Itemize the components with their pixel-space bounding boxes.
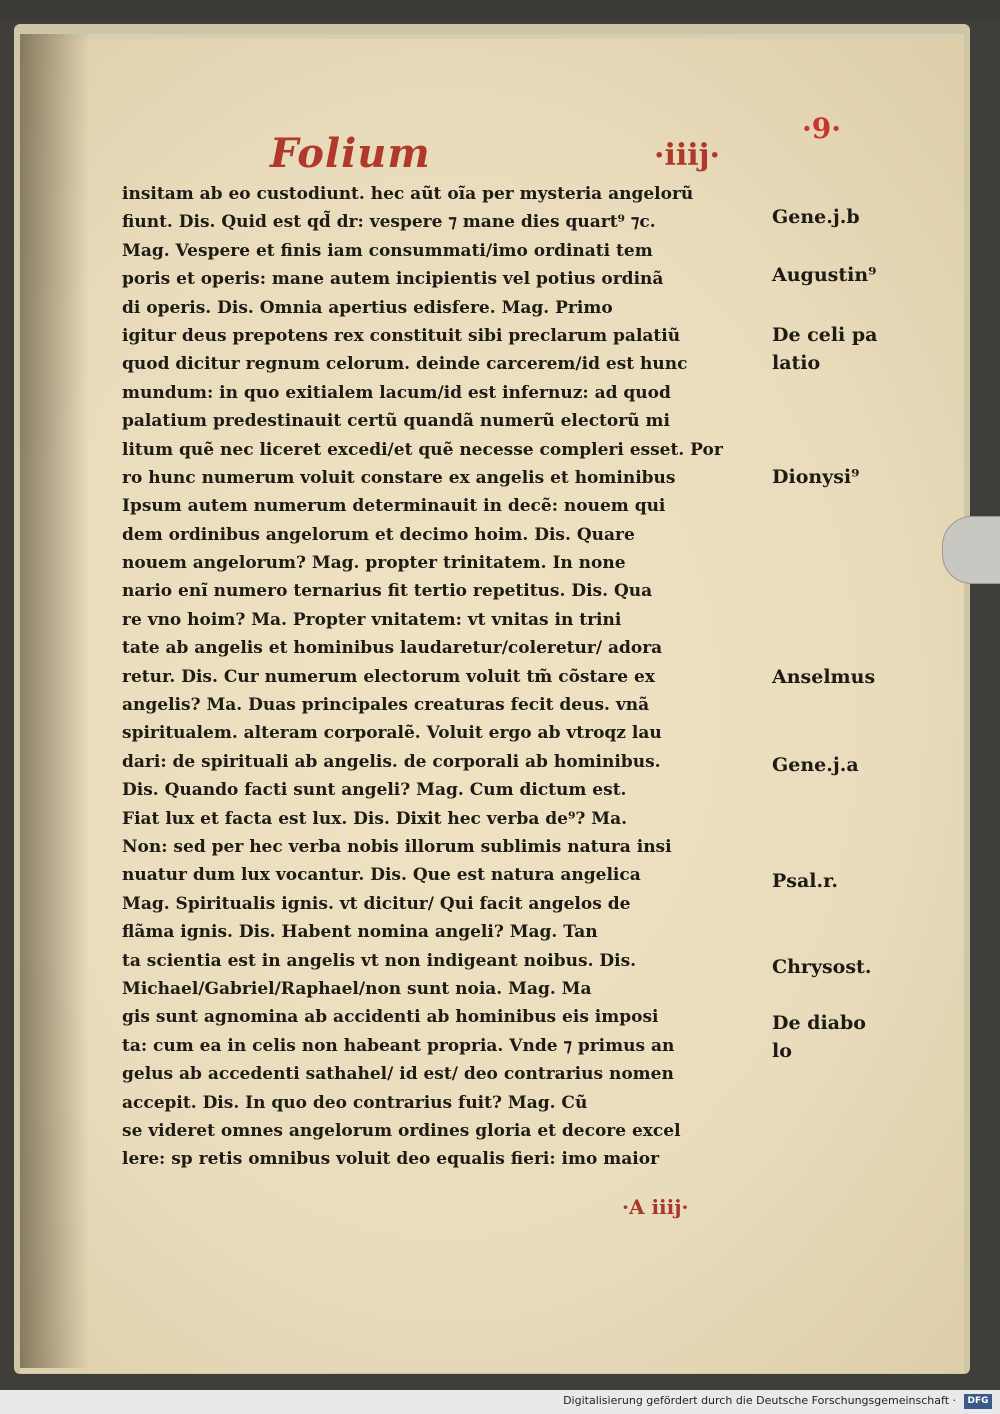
text-line: ta: cum ea in celis non habeant propria. Vnde ⁊ primus an [122,1035,675,1056]
text-line: lere: sp retis omnibus voluit deo equalis fieri: imo maior [122,1149,660,1170]
text-line: nouem angelorum? Mag. propter trinitatem. In none [122,553,626,574]
page-clip [942,516,1000,584]
text-line: gis sunt agnomina ab accidenti ab hominibus eis imposi [122,1007,659,1028]
text-line: spiritualem. alteram corporalẽ. Voluit ergo ab vtroqz lau [122,723,662,744]
footer-credit: Digitalisierung gefördert durch die Deutsche Forschungsgemeinschaft · [563,1394,956,1407]
marginal-note: Chrysost. [772,956,872,978]
marginal-note: Anselmus [772,666,876,688]
text-line: di operis. Dis. Omnia apertius edisfere. Mag. Primo [122,297,613,318]
header-folio-numeral: ·iiij· [654,138,720,173]
text-line: quod dicitur regnum celorum. deinde carcerem/id est hunc [122,354,688,375]
text-line: Mag. Vespere et finis iam consummati/imo ordinati tem [122,240,653,261]
page-header [270,130,730,182]
marginal-note: De diabo [772,1012,866,1034]
marginal-note: De celi pa [772,324,878,346]
text-line: igitur deus prepotens rex constituit sibi preclarum palatiũ [122,325,681,346]
signature-mark: ·A iiij· [622,1195,689,1219]
text-line: poris et operis: mane autem incipientis vel potius ordinã [122,269,664,290]
text-line: ta scientia est in angelis vt non indigeant noibus. Dis. [122,950,637,971]
marginal-note: latio [772,352,821,374]
marginal-note: Dionysi⁹ [772,466,860,488]
text-line: Non: sed per hec verba nobis illorum sublimis natura insi [122,836,672,857]
text-line: Dis. Quando facti sunt angeli? Mag. Cum dictum est. [122,780,627,801]
text-line: dari: de spirituali ab angelis. de corporali ab hominibus. [122,751,661,772]
text-line: accepit. Dis. In quo deo contrarius fuit? Mag. Cũ [122,1092,588,1113]
text-line: angelis? Ma. Duas principales creaturas fecit deus. vnã [122,695,650,716]
text-line: mundum: in quo exitialem lacum/id est infernuz: ad quod [122,382,671,403]
text-line: nuatur dum lux vocantur. Dis. Que est natura angelica [122,865,641,886]
dfg-logo: DFG [964,1394,992,1409]
text-line: flãma ignis. Dis. Habent nomina angeli? Mag. Tan [122,922,598,943]
text-line: tate ab angelis et hominibus laudaretur/coleretur/ adora [122,638,663,659]
text-line: insitam ab eo custodiunt. hec aũt oĩa per mysteria angelorũ [122,184,694,204]
text-line: re vno hoim? Ma. Propter vnitatem: vt vnitas in trini [122,609,622,630]
text-line: Ipsum autem numerum determinauit in decẽ: nouem qui [122,496,666,517]
text-line: retur. Dis. Cur numerum electorum voluit tm̃ cõstare ex [122,666,655,687]
text-line: fiunt. Dis. Quid est qd̃ dr: vespere ⁊ mane dies quart⁹ ⁊c. [122,212,656,233]
text-line: palatium predestinauit certũ quandã numerũ electorũ mi [122,411,670,432]
text-line: se videret omnes angelorum ordines gloria et decore excel [122,1120,681,1141]
marginal-note: Gene.j.a [772,754,859,776]
gutter-shadow [20,34,90,1368]
marginal-note: lo [772,1040,792,1062]
marginal-note: Gene.j.b [772,206,860,228]
text-line: nario enĩ numero ternarius fit tertio repetitus. Dis. Qua [122,581,653,602]
text-line: Michael/Gabriel/Raphael/non sunt noia. Mag. Ma [122,978,592,999]
footer-bar [0,1390,1000,1414]
text-line: litum quẽ nec liceret excedi/et quẽ necesse compleri esset. Por [122,439,723,460]
text-line: Fiat lux et facta est lux. Dis. Dixit hec verba de⁹? Ma. [122,808,628,829]
marginal-note: Augustin⁹ [772,264,877,286]
page-number-annotation: ·9· [802,112,841,145]
marginal-note: Psal.r. [772,870,839,892]
main-text-block [122,180,762,1174]
text-line: dem ordinibus angelorum et decimo hoim. Dis. Quare [122,524,635,545]
top-scan-border [0,0,1000,20]
text-line: Mag. Spiritualis ignis. vt dicitur/ Qui facit angelos de [122,893,631,914]
header-folium: Folium [270,130,431,177]
text-line: ro hunc numerum voluit constare ex angelis et hominibus [122,467,676,488]
text-line: gelus ab accedenti sathahel/ id est/ deo contrarius nomen [122,1064,674,1085]
